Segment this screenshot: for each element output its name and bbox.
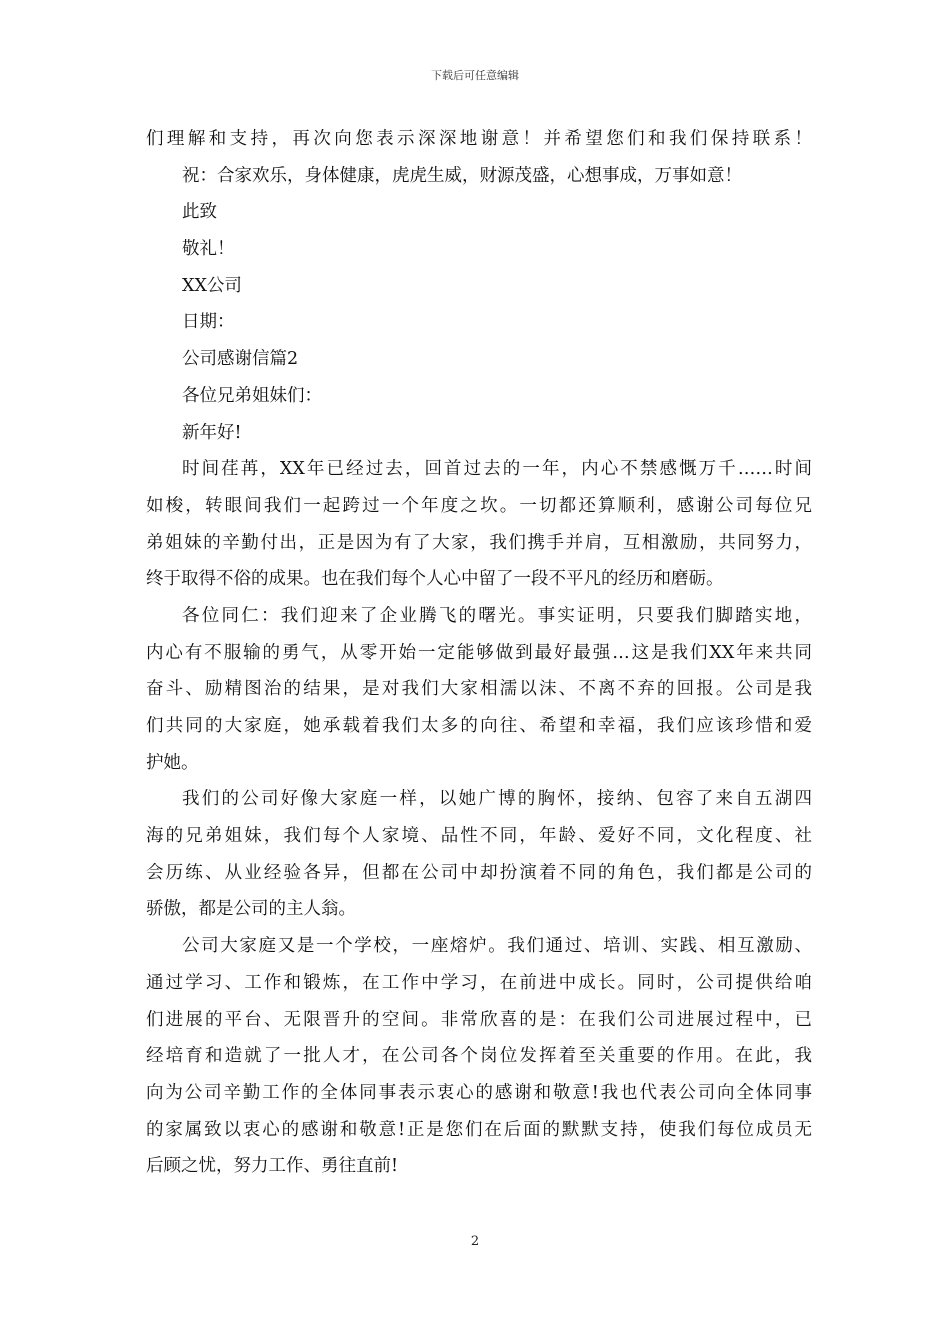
text-line: 各位兄弟姐妹们： <box>182 385 322 406</box>
page-header: 下载后可任意编辑 <box>431 69 519 82</box>
text-line: 通过学习、工作和锻炼，在工作中学习，在前进中成长。同时，公司提供给咱 <box>146 972 812 993</box>
text-line: 们进展的平台、无限晋升的空间。非常欣喜的是：在我们公司进展过程中，已 <box>146 1009 812 1030</box>
text-line: 公司大家庭又是一个学校，一座熔炉。我们通过、培训、实践、相互激励、 <box>182 936 812 957</box>
text-line: 时间荏苒，XX年已经过去，回首过去的一年，内心不禁感慨万千……时间 <box>182 459 812 480</box>
text-line: XX公司 <box>182 275 242 296</box>
text-line: 们理解和支持，再次向您表示深深地谢意！并希望您们和我们保持联系！ <box>146 129 812 149</box>
text-line: 奋斗、励精图治的结果，是对我们大家相濡以沫、不离不弃的回报。公司是我 <box>146 679 812 700</box>
text-line: 们共同的大家庭，她承载着我们太多的向往、希望和幸福，我们应该珍惜和爱 <box>146 716 812 736</box>
text-line: 经培育和造就了一批人才，在公司各个岗位发挥着至关重要的作用。在此，我 <box>146 1046 812 1067</box>
text-line: 祝：合家欢乐，身体健康，虎虎生威，财源茂盛，心想事成，万事如意！ <box>182 165 742 186</box>
text-line: 新年好! <box>182 422 242 443</box>
text-line: 此致 <box>182 202 217 223</box>
text-line: 弟姐妹的辛勤付出，正是因为有了大家，我们携手并肩，互相激励，共同努力， <box>146 532 812 553</box>
text-line: 护她。 <box>146 752 199 773</box>
text-line: 各位同仁：我们迎来了企业腾飞的曙光。事实证明，只要我们脚踏实地， <box>182 605 812 626</box>
document-body <box>146 121 812 1185</box>
text-line: 向为公司辛勤工作的全体同事表示衷心的感谢和敬意!我也代表公司向全体同事 <box>146 1082 812 1103</box>
text-line: 的家属致以衷心的感谢和敬意!正是您们在后面的默默支持，使我们每位成员无 <box>146 1119 812 1140</box>
text-line: 会历练、从业经验各异，但都在公司中却扮演着不同的角色，我们都是公司的 <box>146 862 812 883</box>
text-line: 我们的公司好像大家庭一样，以她广博的胸怀，接纳、包容了来自五湖四 <box>182 789 812 810</box>
page-number: 2 <box>470 1234 480 1249</box>
text-line: 如梭，转眼间我们一起跨过一个年度之坎。一切都还算顺利，感谢公司每位兄 <box>146 495 812 516</box>
text-line: 后顾之忧，努力工作、勇往直前! <box>146 1156 399 1177</box>
text-line: 骄傲，都是公司的主人翁。 <box>146 899 356 920</box>
text-line: 日期： <box>182 312 235 333</box>
text-line: 终于取得不俗的成果。也在我们每个人心中留了一段不平凡的经历和磨砺。 <box>146 569 724 590</box>
text-line: 敬礼！ <box>182 239 235 260</box>
text-line: 内心有不服输的勇气，从零开始一定能够做到最好最强…这是我们XX年来共同 <box>146 642 812 663</box>
text-line: 海的兄弟姐妹，我们每个人家境、品性不同，年龄、爱好不同，文化程度、社 <box>146 826 812 847</box>
section-title: 公司感谢信篇2 <box>182 349 299 370</box>
